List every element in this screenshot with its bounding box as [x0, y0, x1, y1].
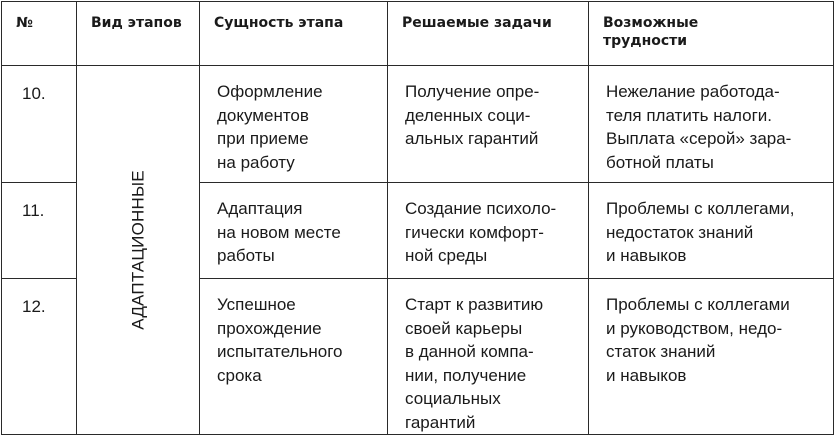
essence-cell: Оформление документов при приеме на работу [200, 66, 388, 183]
row-number: 12. [2, 279, 77, 435]
stage-type-label: АДАПТАЦИОННЫЕ [128, 170, 148, 330]
header-essence: Сущность этапа [200, 2, 388, 66]
header-tasks: Решаемые задачи [388, 2, 589, 66]
difficulties-cell: Проблемы с коллегами, недостаток знаний и навыков [589, 183, 834, 279]
essence-cell: Успешное прохождение испытательного срока [200, 279, 388, 435]
header-row [2, 2, 834, 66]
tasks-cell: Старт к развитию своей карьеры в данной компа- нии, получение социальных гарантий [388, 279, 589, 435]
essence-cell: Адаптация на новом месте работы [200, 183, 388, 279]
row-number: 10. [2, 66, 77, 183]
difficulties-cell: Нежелание работода- теля платить налоги. Выплата «серой» зара- ботной платы [589, 66, 834, 183]
tasks-cell: Получение опре- деленных соци- альных гарантий [388, 66, 589, 183]
table-row [2, 66, 834, 183]
row-number: 11. [2, 183, 77, 279]
stage-type-cell [77, 66, 200, 435]
stages-table [1, 1, 834, 435]
header-difficulties: Возможные трудности [589, 2, 834, 66]
difficulties-cell: Проблемы с коллегами и руководством, недо- статок знаний и навыков [589, 279, 834, 435]
header-stage-type: Вид этапов [77, 2, 200, 66]
tasks-cell: Создание психоло- гически комфорт- ной среды [388, 183, 589, 279]
header-num: № [2, 2, 77, 66]
